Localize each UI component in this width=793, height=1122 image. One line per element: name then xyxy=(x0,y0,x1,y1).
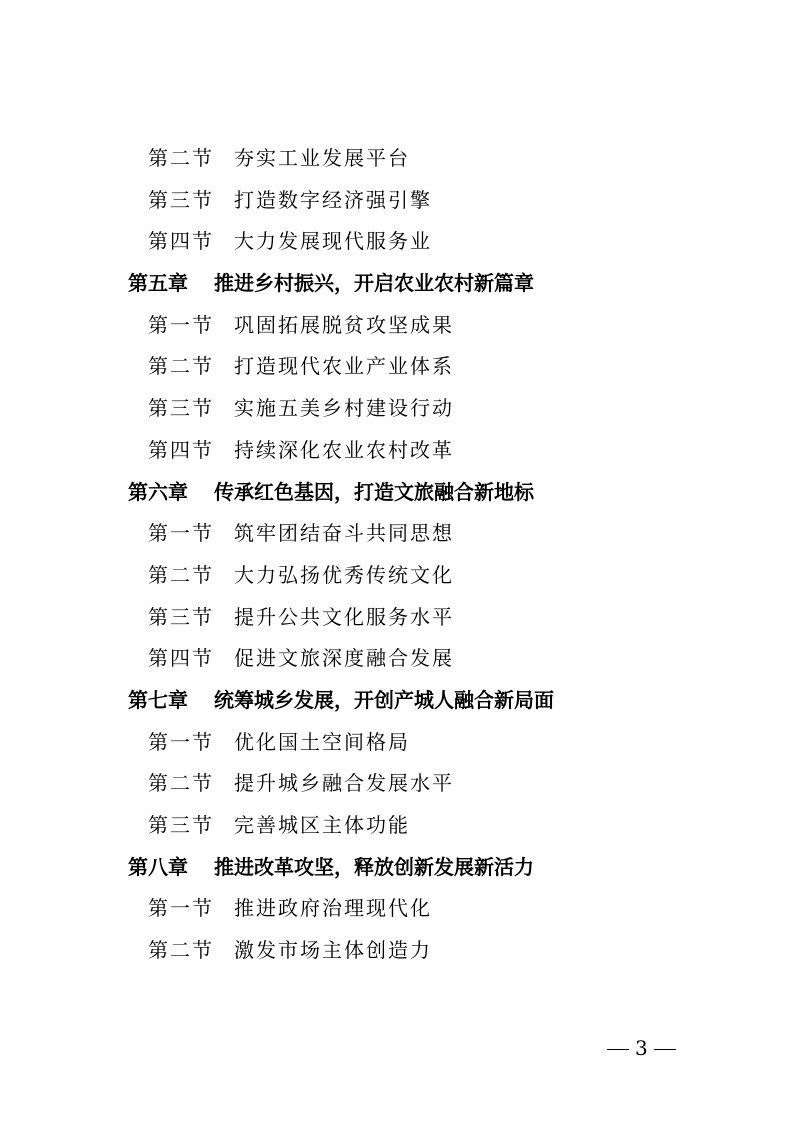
toc-section-entry[interactable] xyxy=(0,763,793,805)
page-number xyxy=(601,1036,682,1060)
toc-section-entry[interactable] xyxy=(0,513,793,555)
toc-section-entry[interactable] xyxy=(0,430,793,472)
section-title: 打造数字经济强引擎 xyxy=(234,187,432,212)
section-number: 第一节 xyxy=(148,521,214,546)
section-number: 第二节 xyxy=(148,562,214,587)
section-number: 第一节 xyxy=(148,896,214,921)
section-title: 巩固拓展脱贫攻坚成果 xyxy=(234,312,454,337)
section-title: 实施五美乡村建设行动 xyxy=(234,396,454,421)
toc-chapter-entry[interactable] xyxy=(0,680,793,722)
section-title: 完善城区主体功能 xyxy=(234,813,410,837)
chapter-number: 第七章 xyxy=(128,687,188,712)
section-title: 激发市场主体创造力 xyxy=(234,938,432,963)
toc-chapter-entry[interactable] xyxy=(0,472,793,514)
chapter-title: 传承红色基因，打造文旅融合新地标 xyxy=(214,479,534,504)
section-number: 第三节 xyxy=(148,604,214,629)
section-title: 优化国土空间格局 xyxy=(234,729,410,754)
toc-section-entry[interactable] xyxy=(0,221,793,263)
toc-section-entry[interactable] xyxy=(0,597,793,639)
page-number-left-dash xyxy=(607,1049,629,1050)
chapter-title: 统筹城乡发展，开创产城人融合新局面 xyxy=(214,687,554,712)
toc-section-entry[interactable] xyxy=(0,555,793,597)
section-number: 第二节 xyxy=(148,354,214,379)
page-number-value: 3 xyxy=(635,1036,648,1060)
toc-section-entry[interactable] xyxy=(0,388,793,430)
section-number: 第一节 xyxy=(148,729,214,754)
toc-section-entry[interactable] xyxy=(0,888,793,930)
toc-section-entry[interactable] xyxy=(0,805,793,847)
chapter-title: 推进改革攻坚，释放创新发展新活力 xyxy=(214,854,534,879)
toc-section-entry[interactable] xyxy=(0,638,793,680)
section-number: 第二节 xyxy=(148,938,214,963)
section-title: 大力发展现代服务业 xyxy=(234,229,432,254)
section-number: 第一节 xyxy=(148,312,214,337)
section-title: 筑牢团结奋斗共同思想 xyxy=(234,521,454,546)
chapter-number: 第五章 xyxy=(128,271,188,296)
section-title: 提升公共文化服务水平 xyxy=(234,604,454,629)
toc-section-entry[interactable] xyxy=(0,180,793,222)
section-title: 持续深化农业农村改革 xyxy=(234,437,454,462)
toc-section-entry[interactable] xyxy=(0,346,793,388)
section-number: 第三节 xyxy=(148,813,214,837)
chapter-number: 第六章 xyxy=(128,479,188,504)
section-title: 提升城乡融合发展水平 xyxy=(234,771,454,796)
toc-section-entry[interactable] xyxy=(0,138,793,180)
table-of-contents xyxy=(0,138,793,972)
section-title: 打造现代农业产业体系 xyxy=(234,354,454,379)
toc-chapter-entry[interactable] xyxy=(0,847,793,889)
section-number: 第四节 xyxy=(148,646,214,671)
toc-chapter-entry[interactable] xyxy=(0,263,793,305)
section-number: 第三节 xyxy=(148,187,214,212)
section-title: 推进政府治理现代化 xyxy=(234,896,432,921)
page-number-right-dash xyxy=(654,1049,676,1050)
section-number: 第二节 xyxy=(148,771,214,796)
section-number: 第四节 xyxy=(148,229,214,254)
section-number: 第三节 xyxy=(148,396,214,421)
section-title: 大力弘扬优秀传统文化 xyxy=(234,562,454,587)
section-number: 第四节 xyxy=(148,437,214,462)
toc-section-entry[interactable] xyxy=(0,930,793,972)
toc-section-entry[interactable] xyxy=(0,305,793,347)
chapter-number: 第八章 xyxy=(128,854,188,879)
section-number: 第二节 xyxy=(148,146,214,170)
section-title: 促进文旅深度融合发展 xyxy=(234,646,454,671)
section-title: 夯实工业发展平台 xyxy=(234,146,410,170)
toc-section-entry[interactable] xyxy=(0,722,793,764)
chapter-title: 推进乡村振兴，开启农业农村新篇章 xyxy=(214,271,534,296)
